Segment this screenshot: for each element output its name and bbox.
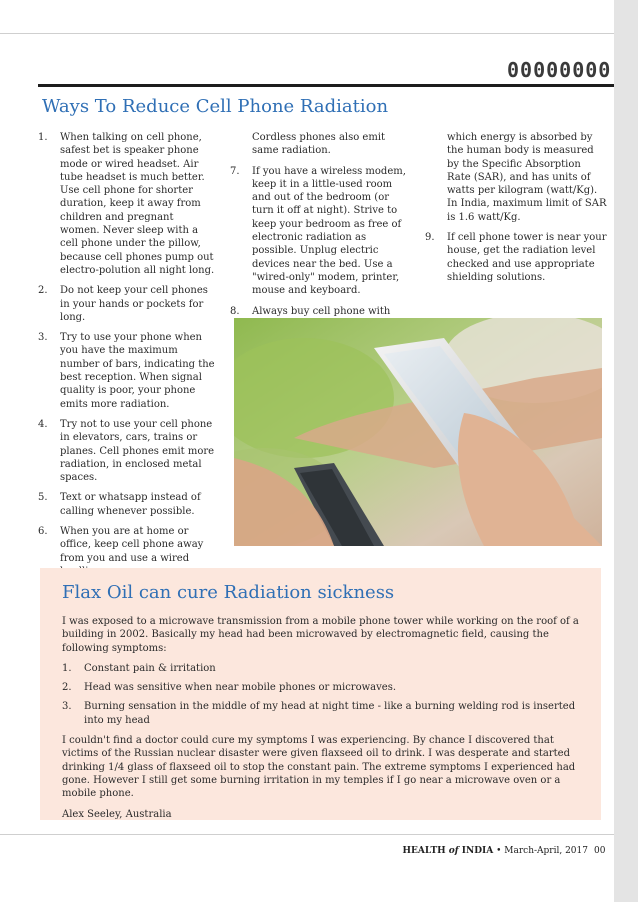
item-number: 6.	[38, 526, 48, 538]
item-number: 3.	[38, 332, 48, 344]
item-text: Try to use your phone when you have the maximum number of bars, indicating the best reception. When signal quality is poor, your phone emits more radiation.	[60, 332, 215, 410]
footer-rule	[0, 834, 614, 835]
item-number: 5.	[38, 492, 48, 504]
header-rule	[0, 33, 614, 34]
footer-masthead	[340, 846, 588, 856]
symptom-text: Constant pain & irritation	[84, 662, 216, 674]
list-item	[38, 418, 216, 484]
list-item-continuation: which energy is absorbed by the human body is measured by the Specific Absorption Rate (SAR), and has units of watts per kilogram (watt/Kg). In India, maximum limit of SAR is 1.6 watt/Kg.	[447, 132, 607, 223]
item-text: Always buy cell phone with	[252, 305, 391, 317]
item-text: When talking on cell phone, safest bet is speaker phone mode or wired headset. Air tube headset is much better. Use cell phone for shorter duration, keep it away from children and pregnant women. Never sleep with a cell phone under the pillow, because cell phones pump out electro-polution all night long.	[60, 132, 215, 276]
list-item	[230, 165, 410, 298]
symptom-text: Burning sensation in the middle of my head at night time - like a burning welding rod is inserted into my head	[84, 701, 576, 726]
symptom-number: 2.	[62, 682, 72, 694]
page-edge-strip	[614, 0, 638, 902]
list-item	[38, 284, 216, 324]
symptom-text: Head was sensitive when near mobile phones or microwaves.	[84, 682, 397, 694]
item-text: If you have a wireless modem, keep it in a little-used room and out of the bedroom (or turn it off at night). Strive to keep your bedroom as free of electronic radiation as possible. Unplug electric devices near the bed. Use a "wired-only" modem, printer, mouse and keyboard.	[252, 165, 406, 297]
page-number: 00	[594, 846, 606, 856]
flax-oil-sidebar	[40, 568, 601, 820]
symptom-number: 3.	[62, 701, 72, 713]
list-item	[425, 231, 607, 284]
list-item	[38, 491, 216, 518]
sidebar-story: I couldn't find a doctor could cure my symptoms I was experiencing. By chance I discovered that victims of the Russian nuclear disaster were given flaxseed oil to drink. I was desperate and started drinking 1/4 glass of flaxseed oil to stop the constant pain. The extreme symptoms I experienced had gone. However I still get some burning irritation in my temples if I go near a microwave oven or a mobile phone.	[62, 735, 576, 800]
brand-health: HEALTH	[402, 846, 449, 856]
item-number: 8.	[230, 305, 240, 317]
item-text: If cell phone tower is near your house, get the radiation level checked and use appropriate shielding solutions.	[447, 232, 607, 283]
column-1	[38, 131, 216, 585]
item-number: 9.	[425, 232, 435, 244]
brand-of: of	[448, 846, 459, 856]
item-number: 4.	[38, 418, 48, 430]
item-number: 7.	[230, 165, 240, 177]
photo-illustration	[234, 318, 602, 546]
issue-date: • March-April, 2017	[493, 846, 588, 856]
item-number: 1.	[38, 132, 48, 143]
article-title: Ways To Reduce Cell Phone Radiation	[42, 96, 389, 117]
item-text: Text or whatsapp instead of calling whenever possible.	[60, 492, 201, 517]
hands-with-phones-photo	[234, 318, 602, 546]
list-item-continuation: Cordless phones also emit same radiation.	[252, 132, 386, 157]
sidebar-body	[62, 615, 592, 828]
header-underline	[38, 84, 614, 87]
symptom-item	[62, 700, 592, 727]
symptoms-list	[62, 662, 592, 727]
column-3	[425, 131, 607, 291]
item-text: Do not keep your cell phones in your hands or pockets for long.	[60, 285, 208, 323]
symptom-number: 1.	[62, 662, 72, 674]
sidebar-author: Alex Seeley, Australia	[62, 808, 172, 820]
item-text: Try not to use your cell phone in elevators, cars, trains or planes. Cell phones emit more radiation, in enclosed metal spaces.	[60, 418, 215, 484]
symptom-item	[62, 662, 592, 675]
brand-india: INDIA	[458, 846, 494, 856]
item-text: When you are at home or office, keep cell phone away from you and use a wired	[60, 526, 204, 564]
list-item	[38, 131, 216, 277]
list-item	[38, 331, 216, 411]
sidebar-title: Flax Oil can cure Radiation sickness	[62, 582, 395, 603]
sidebar-intro: I was exposed to a microwave transmission from a mobile phone tower while working on the roof of a building in 2002. Basically my head had been microwaved by electromagnetic field, causing the following symptoms:	[62, 616, 579, 654]
symptom-item	[62, 681, 592, 694]
item-number: 2.	[38, 285, 48, 297]
page-code: 00000000	[507, 58, 612, 82]
